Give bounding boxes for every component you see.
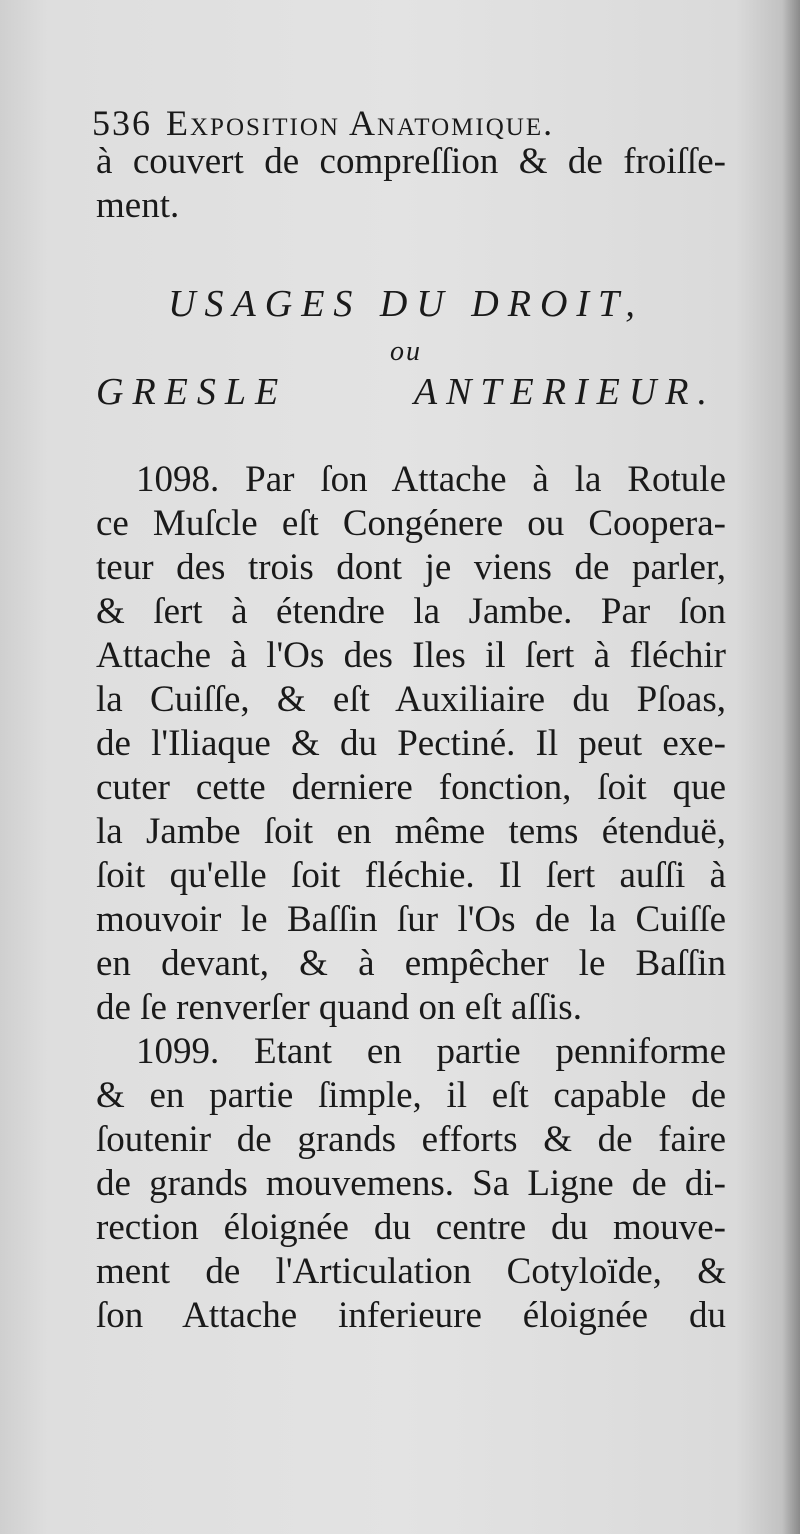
text-line: ment. [96,185,180,226]
running-title: Exposition Anatomique. [166,103,555,143]
text-line: 1098. Par ſon Attache à la Rotule [136,459,726,500]
text-line: de ſe renverſer quand on eſt aſſis. [96,987,582,1028]
text-line: rection éloignée du centre du mouve- [96,1207,726,1248]
section-heading-line1: USAGES DU DROIT, [168,283,644,325]
text-line: & ſert à étendre la Jambe. Par ſon [96,591,726,632]
paragraph-1098 [96,458,726,1030]
section-heading-line3: GRESLE ANTERIEUR. [96,371,716,413]
text-line: 1099. Etant en partie penniforme [136,1031,726,1072]
text-line: en devant, & à empêcher le Baſſin [96,943,726,984]
section-heading-line2: ou [390,336,422,367]
text-line: à couvert de compreſſion & de froiſſe- [96,141,726,182]
page-edge-shadow [782,0,800,1534]
continued-text [96,140,726,228]
text-line: Attache à l'Os des Iles il ſert à fléchir [96,635,726,676]
text-line: ſoutenir de grands efforts & de faire [96,1119,726,1160]
page-number: 536 [92,103,152,143]
text-line: cuter cette derniere fonction, ſoit que [96,767,726,808]
text-line: ſoit qu'elle ſoit fléchie. Il ſert auſſi à [96,855,726,896]
text-line: de l'Iliaque & du Pectiné. Il peut exe- [96,723,726,764]
text-line: la Cuiſſe, & eſt Auxiliaire du Pſoas, [96,679,726,720]
text-line: la Jambe ſoit en même tems étenduë, [96,811,726,852]
text-line: teur des trois dont je viens de parler, [96,547,726,588]
text-line: ce Muſcle eſt Congénere ou Coopera- [96,503,726,544]
text-line: ment de l'Articulation Cotyloïde, & [96,1251,726,1292]
paragraph-1099 [96,1030,726,1338]
text-line: & en partie ſimple, il eſt capable de [96,1075,726,1116]
running-head [92,102,712,144]
text-line: de grands mouvemens. Sa Ligne de di- [96,1163,726,1204]
text-line: ſon Attache inferieure éloignée du [96,1295,726,1336]
text-line: mouvoir le Baſſin ſur l'Os de la Cuiſſe [96,899,726,940]
